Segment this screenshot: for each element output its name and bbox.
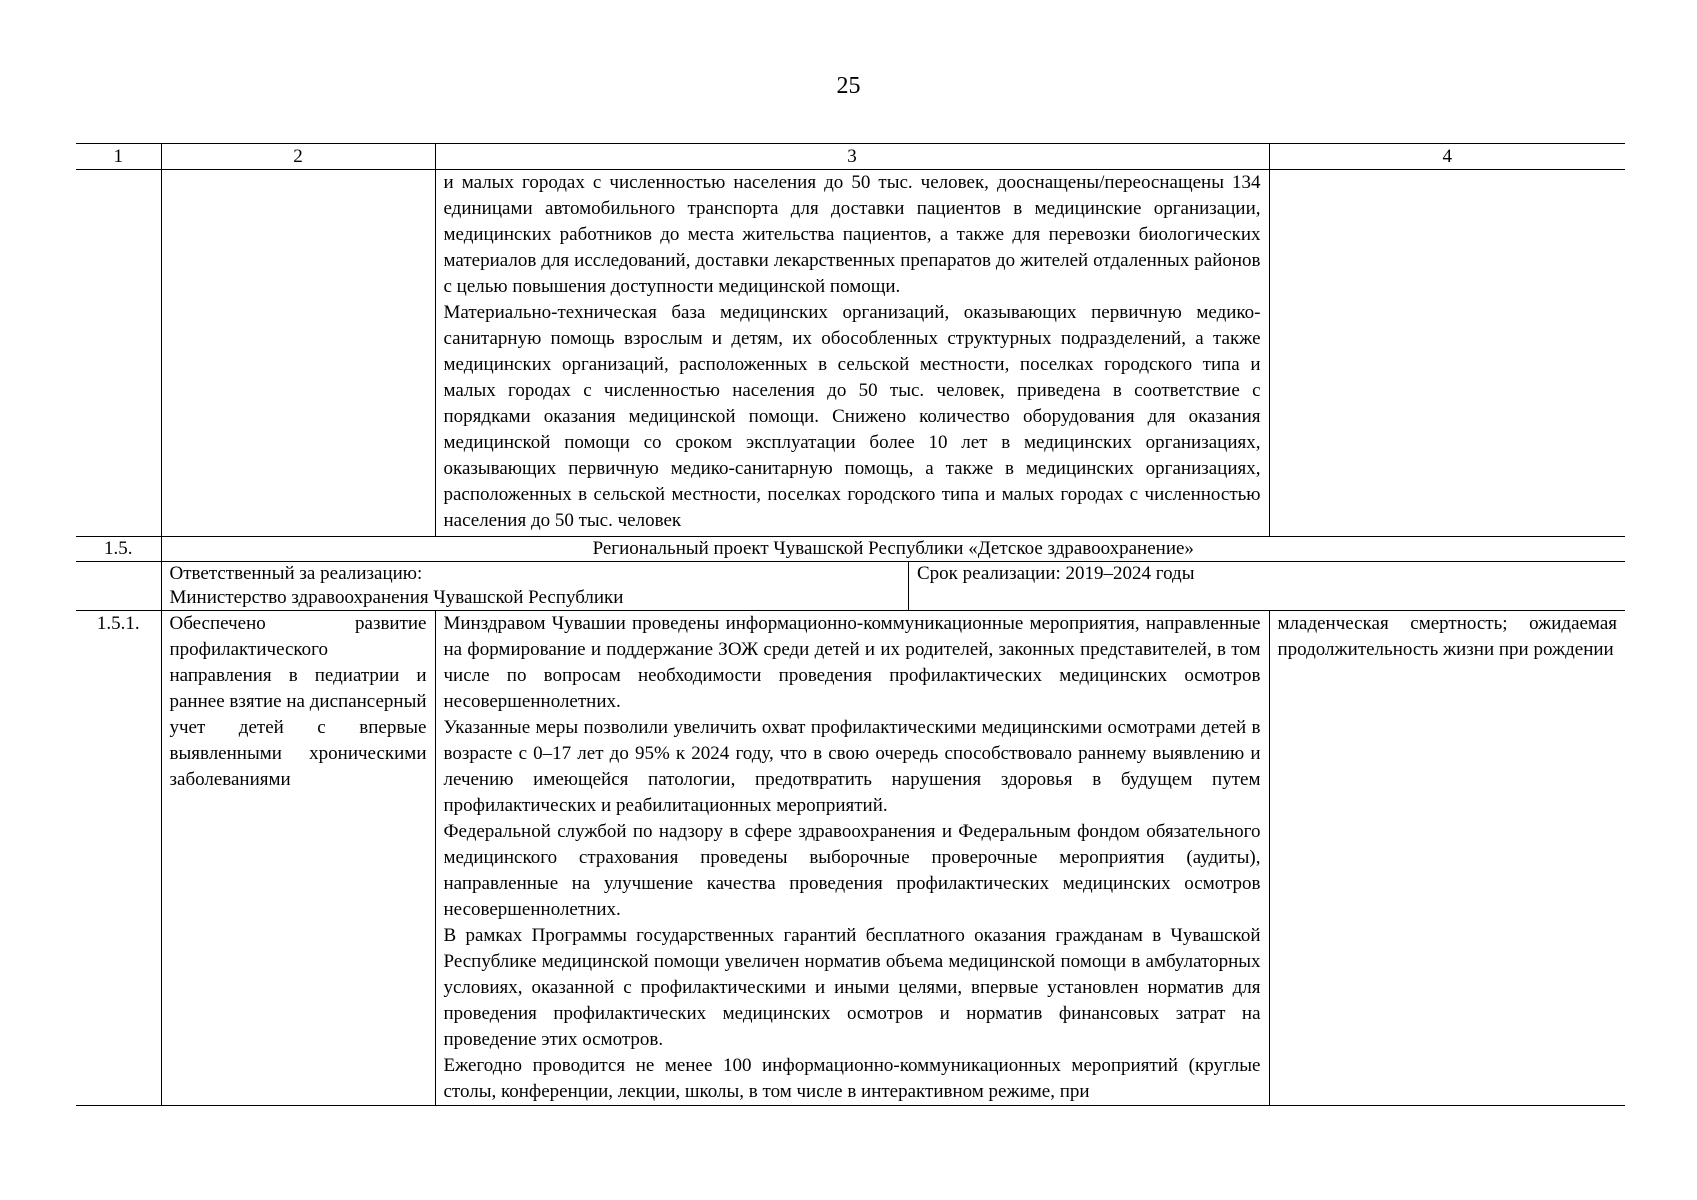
section-meta-table — [162, 562, 1626, 610]
responsible-cell — [162, 562, 909, 610]
item-description-paragraph: Указанные меры позволили увеличить охват профилактическими медицинскими осмотрами детей в возрасте с 0–17 лет до 95% к 2024 году, что в свою очередь способствовало раннему выявлению и лечению имеющейся патологии, предотвратить нарушения здоровья в будущем путем профилактических и реабилитационных мероприятий. — [443, 717, 1261, 816]
responsible-value: Министерство здравоохранения Чувашской Республики — [169, 587, 624, 608]
continuation-paragraph: Материально-техническая база медицинских организаций, оказывающих первичную медико-санитарную помощь взрослым и детям, их обособленных структурных подразделений, а также медицинских организаций, расположенных в сельской местности, поселках городского типа и малых городах с численностью населения до 50 тыс. человек, приведена в соответствие с порядками оказания медицинской помощи. Снижено количество оборудования для оказания медицинской помощи со сроком эксплуатации более 10 лет в медицинских организациях, оказывающих первичную медико-санитарную помощь, а также в медицинских организациях, расположенных в сельской местности, поселках городского типа и малых городах с численностью населения до 50 тыс. человек — [443, 302, 1261, 531]
section-title-row — [76, 537, 1625, 562]
item-description-paragraph: Минздравом Чувашии проведены информационно-коммуникационные мероприятия, направленные на формирование и поддержание ЗОЖ среди детей и их родителей, законных представителей, в том числе по вопросам необходимости проведения профилактических медицинских осмотров несовершеннолетних. — [443, 613, 1261, 712]
column-header-4: 4 — [1269, 144, 1625, 170]
section-meta-cell — [161, 562, 1625, 611]
column-header-2: 2 — [161, 144, 435, 170]
continuation-paragraph: и малых городах с численностью населения до 50 тыс. человек, дооснащены/переоснащены 134 единицами автомобильного транспорта для доставки пациентов в медицинские организации, медицинских работников до места жительства пациентов, а также для перевозки биологических материалов для исследований, доставки лекарственных препаратов до жителей отдаленных районов с целью повышения доступности медицинской помощи. — [443, 172, 1261, 297]
item-indicators: младенческая смертность; ожидаемая продолжительность жизни при рождении — [1269, 611, 1625, 1106]
continuation-result-cell — [161, 170, 435, 537]
section-title: Региональный проект Чувашской Республики «Детское здравоохранение» — [161, 537, 1625, 562]
item-description-paragraph: Ежегодно проводится не менее 100 информационно-коммуникационных мероприятий (круглые столы, конференции, лекции, школы, в том числе в интерактивном режиме, при — [443, 1055, 1261, 1102]
page-number: 25 — [836, 73, 861, 99]
item-description-cell — [435, 611, 1269, 1106]
continuation-description-cell — [435, 170, 1269, 537]
section-meta-row — [76, 562, 1625, 611]
section-meta-blank — [76, 562, 161, 611]
program-table — [76, 143, 1625, 1106]
column-header-1: 1 — [76, 144, 161, 170]
continuation-number-cell — [76, 170, 161, 537]
term-cell: Срок реализации: 2019–2024 годы — [917, 563, 1195, 584]
item-description-paragraph: В рамках Программы государственных гарантий бесплатного оказания гражданам в Чувашской Республике медицинской помощи увеличен норматив объема медицинской помощи в амбулаторных условиях, оказанной с профилактическими и иными целями, впервые установлен норматив для проведения профилактических медицинских осмотров и норматив финансовых затрат на проведение этих осмотров. — [443, 925, 1261, 1050]
continuation-row — [76, 170, 1625, 537]
item-description-paragraph: Федеральной службой по надзору в сфере здравоохранения и Федеральным фондом обязательного медицинского страхования проведены выборочные проверочные мероприятия (аудиты), направленные на улучшение качества проведения профилактических медицинских осмотров несовершеннолетних. — [443, 821, 1261, 920]
item-number: 1.5.1. — [76, 611, 161, 1106]
column-header-3: 3 — [435, 144, 1269, 170]
column-header-row — [76, 144, 1625, 170]
continuation-indicator-cell — [1269, 170, 1625, 537]
item-row — [76, 611, 1625, 1106]
section-number: 1.5. — [76, 537, 161, 562]
item-result: Обеспечено развитие профилактического направления в педиатрии и раннее взятие на диспансерный учет детей с впервые выявленными хроническими заболеваниями — [161, 611, 435, 1106]
responsible-label: Ответственный за реализацию: — [169, 563, 423, 584]
